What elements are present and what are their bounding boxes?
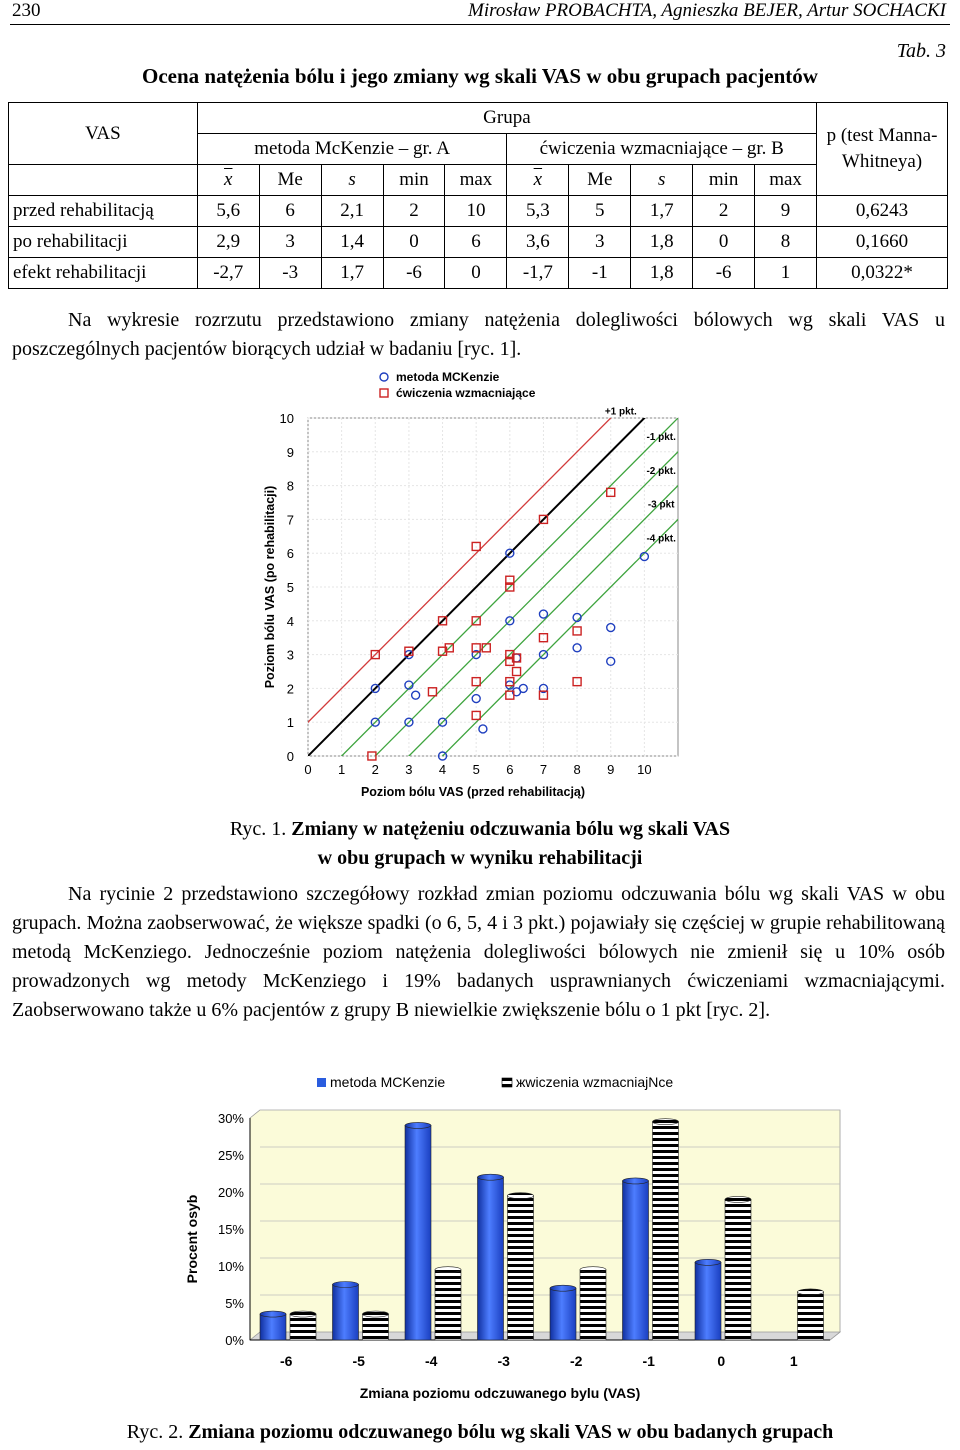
- group-a-header: metoda McKenzie – gr. A: [197, 134, 507, 165]
- cell: 1,7: [631, 196, 693, 227]
- cell: 8: [755, 227, 817, 258]
- x-axis-label: Poziom bólu VAS (przed rehabilitacją): [360, 785, 586, 799]
- cell: -1: [569, 258, 631, 289]
- legend-label-mckenzie: metoda MCKenzie: [330, 1074, 446, 1090]
- x-tick-label: -2: [570, 1353, 583, 1369]
- bar-cwiczenia-top: [653, 1119, 679, 1125]
- x-tick-label: -1: [642, 1353, 655, 1369]
- reference-line-label: -4 pkt.: [646, 533, 676, 545]
- cell: 1: [755, 258, 817, 289]
- vas-table: [8, 102, 948, 289]
- table-row: [9, 258, 948, 289]
- x-axis-label: Zmiana poziomu odczuwanego bylu (VAS): [359, 1385, 641, 1401]
- group-b-header: ćwiczenia wzmacniające – gr. B: [507, 134, 817, 165]
- bar-mckenzie-top: [405, 1122, 431, 1128]
- y-tick-label: 15%: [217, 1222, 244, 1237]
- vas-header: VAS: [9, 103, 198, 165]
- p-value-cell: 0,1660: [817, 227, 948, 258]
- x-tick-label: -4: [425, 1353, 438, 1369]
- bar-cwiczenia: [580, 1270, 606, 1340]
- cell: 1,8: [631, 227, 693, 258]
- cell: -6: [383, 258, 445, 289]
- y-tick-label: 5: [286, 580, 294, 595]
- bar-mckenzie: [695, 1262, 721, 1340]
- reference-line-label: -3 pkt: [647, 499, 675, 511]
- x-tick-label: 5: [472, 762, 480, 777]
- grupa-header: Grupa: [197, 103, 816, 134]
- bar-mckenzie-top: [478, 1174, 504, 1180]
- bar-mckenzie: [260, 1314, 286, 1340]
- bar-mckenzie: [333, 1285, 359, 1341]
- legend-label-mckenzie: metoda MCKenzie: [396, 370, 500, 384]
- cell: 0: [693, 227, 755, 258]
- x-tick-label: 8: [573, 762, 581, 777]
- bar-mckenzie: [550, 1288, 576, 1340]
- cell: 3: [569, 227, 631, 258]
- bar-cwiczenia: [435, 1270, 461, 1340]
- cell: 5: [569, 196, 631, 227]
- x-tick-label: -3: [497, 1353, 510, 1369]
- paragraph-1: Na wykresie rozrzutu przedstawiono zmiany natężenia dolegliwości bólowych wg skali VAS u poszczególnych pacjentów biorących udział w badaniu [ryc. 1].: [12, 309, 945, 360]
- x-tick-label: 4: [438, 762, 447, 777]
- cell: 2,9: [197, 227, 259, 258]
- x-tick-label: 2: [371, 762, 379, 777]
- y-tick-label: 9: [286, 444, 294, 460]
- bar-cwiczenia-top: [580, 1267, 606, 1273]
- cell: 0: [445, 258, 507, 289]
- bar-mckenzie-top: [260, 1311, 286, 1317]
- x-tick-label: 1: [789, 1353, 798, 1369]
- bar-cwiczenia-top: [508, 1193, 534, 1199]
- y-axis-label: Procent osyb: [184, 1194, 200, 1284]
- cell: 0: [383, 227, 445, 258]
- cell: 10: [445, 196, 507, 227]
- running-header-authors: Mirosław PROBACHTA, Agnieszka BEJER, Artur SOCHACKI: [468, 0, 946, 21]
- x-tick-label: 10: [637, 762, 652, 777]
- legend-label-cwiczenia: ćwiczenia wzmacniające: [396, 386, 536, 400]
- bar-mckenzie-top: [695, 1259, 721, 1265]
- cell: -1,7: [507, 258, 569, 289]
- table-title: Ocena natężenia bólu i jego zmiany wg skali VAS w obu grupach pacjentów: [142, 64, 818, 88]
- legend-swatch-mckenzie: [317, 1078, 326, 1087]
- y-tick-label: 1: [286, 715, 294, 731]
- table-row: [9, 227, 948, 258]
- bar-cwiczenia: [725, 1199, 751, 1340]
- x-tick-label: 1: [338, 762, 346, 777]
- p-header: p (test Manna-Whitneya): [817, 103, 948, 196]
- x-tick-label: 0: [717, 1353, 726, 1369]
- table-number: Tab. 3: [896, 40, 946, 62]
- cell: -2,7: [197, 258, 259, 289]
- y-tick-label: 0%: [225, 1333, 244, 1348]
- x-tick-label: 6: [506, 762, 514, 777]
- y-tick-label: 8: [286, 478, 294, 494]
- bar-cwiczenia-top: [798, 1289, 824, 1295]
- bar-mckenzie-top: [550, 1285, 576, 1291]
- bar-cwiczenia: [508, 1196, 534, 1340]
- legend-swatch-cwiczenia: [502, 1078, 512, 1087]
- cell: 2: [383, 196, 445, 227]
- x-tick-label: -5: [352, 1353, 365, 1369]
- bar-cwiczenia: [653, 1122, 679, 1340]
- y-tick-label: 4: [286, 613, 294, 629]
- legend-marker-mckenzie: [380, 373, 388, 381]
- cell: 1,7: [321, 258, 383, 289]
- cell: 1,8: [631, 258, 693, 289]
- y-tick-label: 6: [286, 546, 294, 562]
- y-tick-label: 5%: [225, 1296, 244, 1311]
- paragraph-2: Na rycinie 2 przedstawiono szczegółowy rozkład zmian poziomu odczuwania bólu wg skali VAS w obu grupach. Można zaobserwować, że większe spadki (o 6, 5, 4 i 3 pkt.) pojawiały się częściej w grupie rehabilitowaną metodą McKenziego. Jednocześnie poziom natężenia dolegliwości bólowych nie zmienił się u 10% osób prowadzonych wg metody McKenziego i 19% badanych usprawnianych ćwiczeniami wzmacniającymi. Zaobserwowano także u 6% pacjentów z grupy B niewielkie zwiększenie bólu o 1 pkt [ryc. 2].: [12, 883, 945, 1021]
- y-tick-label: 2: [286, 681, 294, 697]
- min-col-b: min: [693, 165, 755, 196]
- cell: 5,6: [197, 196, 259, 227]
- table-row: [9, 196, 948, 227]
- mean-col-b: $\overline{x}$: [507, 165, 569, 196]
- bar-cwiczenia: [363, 1314, 389, 1340]
- bar-mckenzie-top: [623, 1178, 649, 1184]
- cell: 5,3: [507, 196, 569, 227]
- reference-line-label: +1 pkt.: [604, 406, 637, 418]
- y-axis-label: Poziom bólu VAS (po rehabilitacji): [263, 485, 277, 689]
- y-tick-label: 10: [279, 411, 294, 426]
- y-tick-label: 30%: [217, 1111, 244, 1126]
- x-tick-label: 7: [539, 762, 548, 777]
- sd-col-b: s: [631, 165, 693, 196]
- y-tick-label: 3: [286, 647, 294, 663]
- x-tick-label: -6: [280, 1353, 293, 1369]
- bar-mckenzie: [478, 1177, 504, 1340]
- bar-cwiczenia-top: [435, 1267, 461, 1273]
- figure-1-caption: Ryc. 1. Zmiany w natężeniu odczuwania bólu wg skali VAS w obu grupach w wyniku rehabilitacji: [229, 818, 731, 869]
- bar-mckenzie: [405, 1125, 431, 1340]
- cell: -6: [693, 258, 755, 289]
- reference-line-label: -2 pkt.: [646, 465, 676, 477]
- x-tick-label: 0: [304, 762, 312, 777]
- scatter-plot: [260, 362, 700, 808]
- bar-cwiczenia: [798, 1292, 824, 1340]
- cell: 2: [693, 196, 755, 227]
- y-tick-label: 20%: [217, 1185, 244, 1200]
- mean-col-a: $\overline{x}$: [197, 165, 259, 196]
- max-col-b: max: [755, 165, 817, 196]
- reference-line-label: -1 pkt.: [646, 431, 676, 443]
- row-label: po rehabilitacji: [9, 227, 198, 258]
- cell: 3: [259, 227, 321, 258]
- y-tick-label: 25%: [217, 1148, 244, 1163]
- cell: 6: [445, 227, 507, 258]
- median-col-a: Me: [259, 165, 321, 196]
- row-label: przed rehabilitacją: [9, 196, 198, 227]
- bar-cwiczenia-top: [363, 1311, 389, 1317]
- cell: 9: [755, 196, 817, 227]
- p-value-cell: 0,0322*: [817, 258, 948, 289]
- y-tick-label: 10%: [217, 1259, 244, 1274]
- sd-col-a: s: [321, 165, 383, 196]
- row-label: efekt rehabilitacji: [9, 258, 198, 289]
- cell: 2,1: [321, 196, 383, 227]
- cell: 6: [259, 196, 321, 227]
- y-tick-label: 7: [286, 512, 294, 528]
- cell: -3: [259, 258, 321, 289]
- legend-marker-cwiczenia: [380, 389, 388, 397]
- bar-cwiczenia: [290, 1314, 316, 1340]
- cell: 1,4: [321, 227, 383, 258]
- bar-cwiczenia-top: [290, 1311, 316, 1317]
- bar-chart: [170, 1066, 890, 1404]
- x-tick-label: 3: [405, 762, 413, 777]
- bar-mckenzie-top: [333, 1282, 359, 1288]
- x-tick-label: 9: [607, 762, 615, 777]
- p-value-cell: 0,6243: [817, 196, 948, 227]
- bar-mckenzie: [623, 1181, 649, 1340]
- header-rule: [10, 24, 950, 25]
- figure-2-caption: Ryc. 2. Zmiana poziomu odczuwanego bólu wg skali VAS w obu badanych grupach: [126, 1421, 834, 1443]
- bar-cwiczenia-top: [725, 1196, 751, 1202]
- empty-corner-cell: [9, 165, 198, 196]
- cell: 3,6: [507, 227, 569, 258]
- max-col-a: max: [445, 165, 507, 196]
- page-number: 230: [12, 0, 41, 21]
- min-col-a: min: [383, 165, 445, 196]
- y-tick-label: 0: [286, 749, 294, 764]
- legend-label-cwiczenia: жwiczenia wzmacniajNce: [516, 1074, 674, 1090]
- median-col-b: Me: [569, 165, 631, 196]
